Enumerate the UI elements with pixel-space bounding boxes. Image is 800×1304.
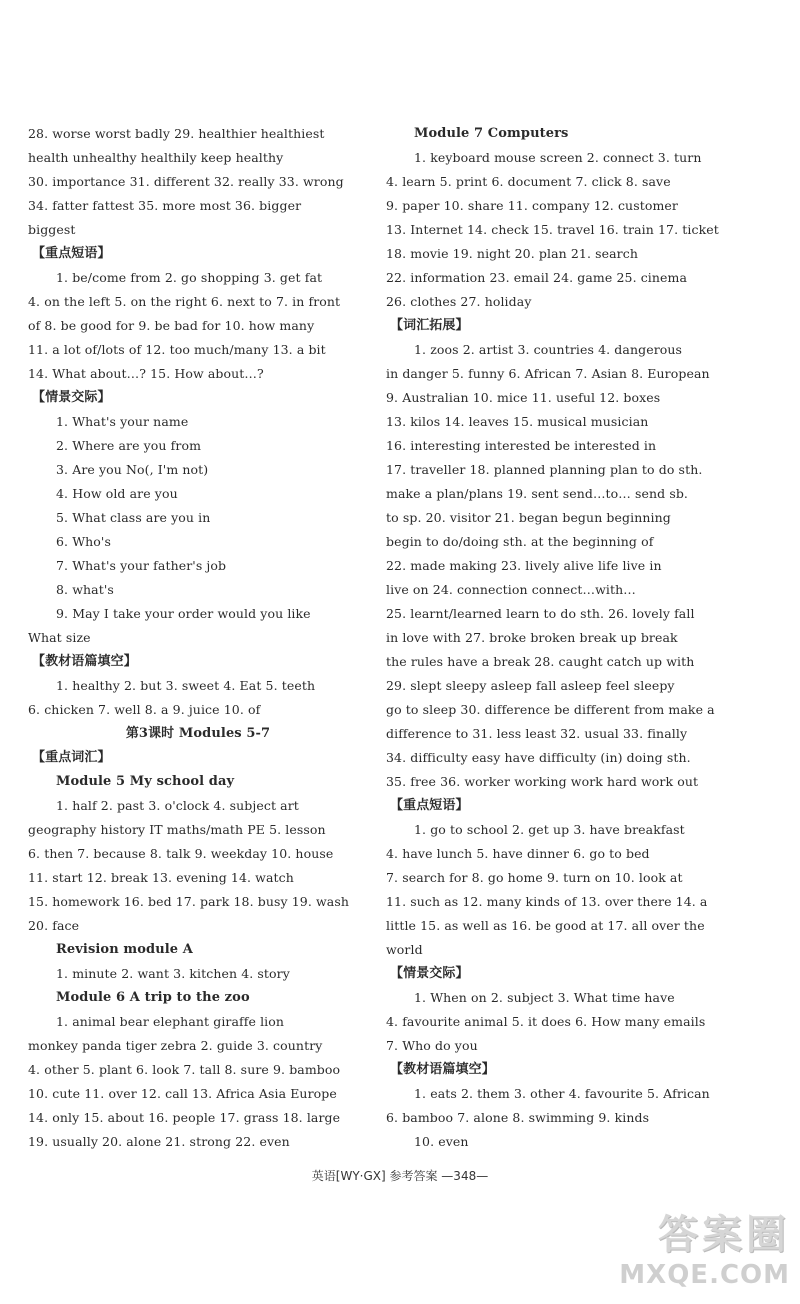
section-heading: 【重点短语】 — [32, 246, 111, 261]
text-line: 1. healthy 2. but 3. sweet 4. Eat 5. teeth — [56, 678, 316, 693]
text-line: difference to 31. less least 32. usual 33. finally — [386, 726, 688, 741]
text-line: 14. What about…? 15. How about…? — [28, 366, 264, 381]
text-line: 1. eats 2. them 3. other 4. favourite 5. African — [414, 1086, 710, 1101]
text-line: 9. May I take your order would you like — [56, 606, 311, 621]
text-line: go to sleep 30. difference be different from make a — [386, 702, 715, 717]
text-line: 22. made making 23. lively alive life live in — [386, 558, 662, 573]
section-heading: 【教材语篇填空】 — [32, 654, 137, 669]
watermark-url: MXQE.COM — [619, 1260, 790, 1290]
text-line: 9. Australian 10. mice 11. useful 12. boxes — [386, 390, 661, 405]
text-line: 7. search for 8. go home 9. turn on 10. look at — [386, 870, 683, 885]
section-heading: 【重点词汇】 — [32, 750, 111, 765]
text-line: to sp. 20. visitor 21. began begun beginning — [386, 510, 671, 525]
section-heading: 【情景交际】 — [32, 390, 111, 405]
text-line: 16. interesting interested be interested in — [386, 438, 657, 453]
section-heading: 【教材语篇填空】 — [390, 1062, 495, 1077]
text-line: 1. zoos 2. artist 3. countries 4. dangerous — [414, 342, 683, 357]
text-line: biggest — [28, 222, 76, 237]
text-line: 4. favourite animal 5. it does 6. How many emails — [386, 1014, 706, 1029]
text-line: 4. on the left 5. on the right 6. next to 7. in front — [28, 294, 341, 309]
text-line: monkey panda tiger zebra 2. guide 3. country — [28, 1038, 323, 1053]
text-line: 30. importance 31. different 32. really 33. wrong — [28, 174, 344, 189]
text-line: 19. usually 20. alone 21. strong 22. even — [28, 1134, 290, 1149]
text-line: 2. Where are you from — [56, 438, 202, 453]
text-line: in love with 27. broke broken break up break — [386, 630, 678, 645]
text-line: 29. slept sleepy asleep fall asleep feel sleepy — [386, 678, 675, 693]
right-column — [386, 122, 736, 1154]
text-line: 22. information 23. email 24. game 25. cinema — [386, 270, 688, 285]
text-line: 11. start 12. break 13. evening 14. watch — [28, 870, 294, 885]
text-line: live on 24. connection connect…with… — [386, 582, 636, 597]
text-line: 9. paper 10. share 11. company 12. customer — [386, 198, 678, 213]
text-line: 17. traveller 18. planned planning plan to do sth. — [386, 462, 703, 477]
text-line: 1. be/come from 2. go shopping 3. get fat — [56, 270, 323, 285]
text-line: 7. What's your father's job — [56, 558, 227, 573]
text-line: 6. then 7. because 8. talk 9. weekday 10. house — [28, 846, 334, 861]
page-footer: 英语[WY·GX] 参考答案 —348— — [311, 1169, 489, 1183]
text-line: 4. learn 5. print 6. document 7. click 8. save — [386, 174, 671, 189]
module-heading: Module 7 Computers — [414, 126, 569, 141]
text-line: 25. learnt/learned learn to do sth. 26. lovely fall — [386, 606, 695, 621]
lesson-heading: 第3课时 Modules 5-7 — [125, 726, 271, 741]
text-line: the rules have a break 28. caught catch up with — [386, 654, 695, 669]
text-line: 13. kilos 14. leaves 15. musical musician — [386, 414, 649, 429]
text-line: geography history IT maths/math PE 5. lesson — [28, 822, 326, 837]
text-line: 8. what's — [56, 582, 114, 597]
text-line: 4. How old are you — [56, 486, 178, 501]
left-column — [28, 122, 368, 1154]
module-heading: Revision module A — [56, 942, 193, 957]
text-line: 35. free 36. worker working work hard work out — [386, 774, 699, 789]
text-line: 10. cute 11. over 12. call 13. Africa Asia Europe — [28, 1086, 337, 1101]
section-heading: 【情景交际】 — [390, 966, 469, 981]
section-heading: 【词汇拓展】 — [390, 318, 469, 333]
section-heading: 【重点短语】 — [390, 798, 469, 813]
watermark-logo — [600, 1210, 790, 1300]
text-line: health unhealthy healthily keep healthy — [28, 150, 284, 165]
text-line: 26. clothes 27. holiday — [386, 294, 532, 309]
text-line: 1. What's your name — [56, 414, 189, 429]
text-line: 13. Internet 14. check 15. travel 16. train 17. ticket — [386, 222, 719, 237]
text-line: 34. fatter fattest 35. more most 36. bigger — [28, 198, 302, 213]
text-line: 20. face — [28, 918, 80, 933]
text-line: 34. difficulty easy have difficulty (in) doing sth. — [386, 750, 691, 765]
text-line: 3. Are you No(, I'm not) — [56, 462, 209, 477]
text-line: 15. homework 16. bed 17. park 18. busy 19. wash — [28, 894, 350, 909]
text-line: 1. animal bear elephant giraffe lion — [56, 1014, 285, 1029]
text-line: in danger 5. funny 6. African 7. Asian 8. European — [386, 366, 710, 381]
text-line: little 15. as well as 16. be good at 17. all over the — [386, 918, 705, 933]
text-line: 18. movie 19. night 20. plan 21. search — [386, 246, 638, 261]
text-line: 4. have lunch 5. have dinner 6. go to bed — [386, 846, 650, 861]
text-line: 1. minute 2. want 3. kitchen 4. story — [56, 966, 290, 981]
text-line: 1. keyboard mouse screen 2. connect 3. turn — [414, 150, 702, 165]
text-line: 6. Who's — [56, 534, 111, 549]
text-line: 11. a lot of/lots of 12. too much/many 13. a bit — [28, 342, 326, 357]
text-line: world — [386, 942, 423, 957]
text-line: 6. chicken 7. well 8. a 9. juice 10. of — [28, 702, 261, 717]
text-line: 4. other 5. plant 6. look 7. tall 8. sure 9. bamboo — [28, 1062, 341, 1077]
watermark-text: 答案圈 — [658, 1212, 790, 1258]
text-line: make a plan/plans 19. sent send…to… send sb. — [386, 486, 689, 501]
text-line: 7. Who do you — [386, 1038, 478, 1053]
text-line: 5. What class are you in — [56, 510, 211, 525]
text-line: begin to do/doing sth. at the beginning of — [386, 534, 654, 549]
text-line: 10. even — [414, 1134, 469, 1149]
text-line: of 8. be good for 9. be bad for 10. how many — [28, 318, 315, 333]
text-line: 1. go to school 2. get up 3. have breakfast — [414, 822, 685, 837]
text-line: 6. bamboo 7. alone 8. swimming 9. kinds — [386, 1110, 650, 1125]
text-line: 11. such as 12. many kinds of 13. over there 14. a — [386, 894, 708, 909]
text-line: 28. worse worst badly 29. healthier healthiest — [28, 126, 325, 141]
text-line: What size — [28, 630, 91, 645]
module-heading: Module 5 My school day — [56, 774, 235, 789]
text-line: 1. half 2. past 3. o'clock 4. subject art — [56, 798, 299, 813]
text-line: 14. only 15. about 16. people 17. grass 18. large — [28, 1110, 341, 1125]
text-line: 1. When on 2. subject 3. What time have — [414, 990, 675, 1005]
module-heading: Module 6 A trip to the zoo — [56, 990, 250, 1005]
